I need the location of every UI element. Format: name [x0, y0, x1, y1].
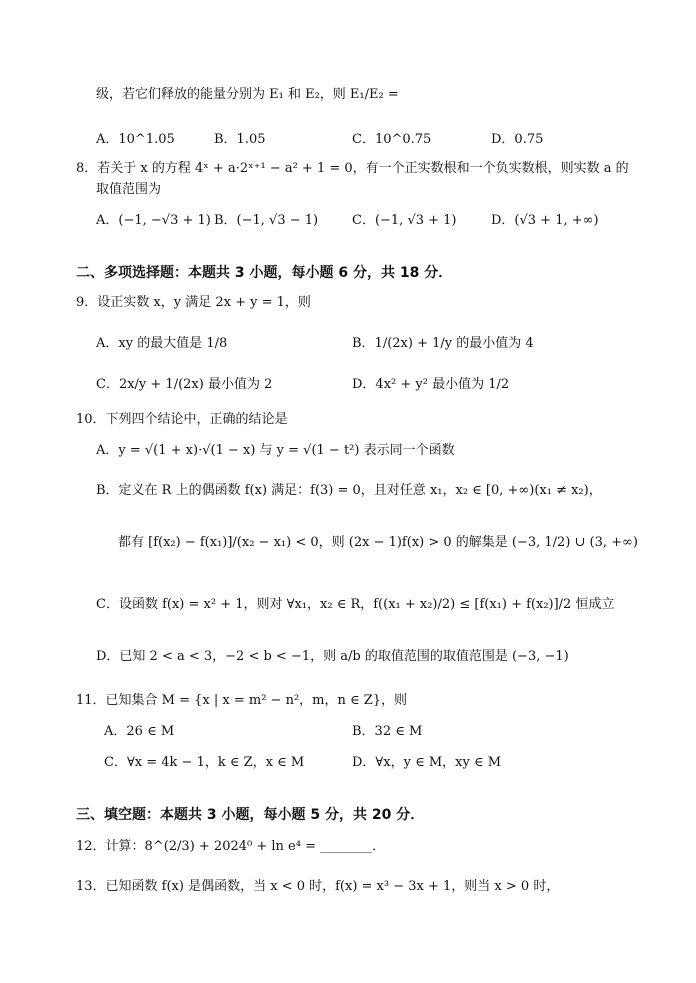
q8-option-d: D．(√3 + 1, +∞) — [491, 213, 599, 228]
q10-stem: 10．下列四个结论中，正确的结论是 — [76, 412, 288, 427]
q9-option-b: B．1/(2x) + 1/y 的最小值为 4 — [352, 336, 534, 351]
q11-option-b: B．32 ∈ M — [352, 724, 423, 739]
q13-stem: 13．已知函数 f(x) 是偶函数，当 x < 0 时，f(x) = x³ − 3x + 1，则当 x > 0 时， — [76, 879, 560, 894]
q7-option-a: A．10^1.05 — [96, 132, 175, 147]
q10-option-b-line1: B．定义在 R 上的偶函数 f(x) 满足：f(3) = 0，且对任意 x₁，x₂ ∈ [0, +∞)(x₁ ≠ x₂)， — [96, 483, 602, 498]
q10-option-a: A．y = √(1 + x)·√(1 − x) 与 y = √(1 − t²) 表示同一个函数 — [96, 443, 455, 458]
q11-option-a: A．26 ∈ M — [104, 724, 175, 739]
q8-option-b: B．(−1, √3 − 1) — [214, 213, 319, 228]
q8-stem-line1: 8．若关于 x 的方程 4ˣ + a·2ˣ⁺¹ − a² + 1 = 0，有一个正实数根和一个负实数根，则实数 a 的 — [76, 161, 629, 176]
q8-stem-line2: 取值范围为 — [96, 182, 162, 197]
q11-option-c: C．∀x = 4k − 1，k ∈ Z，x ∈ M — [104, 755, 305, 770]
q7-option-b: B．1.05 — [214, 132, 266, 147]
q9-stem: 9．设正实数 x，y 满足 2x + y = 1，则 — [76, 295, 311, 310]
q8-option-a: A．(−1, −√3 + 1) — [96, 213, 211, 228]
q9-option-a: A．xy 的最大值是 1/8 — [96, 336, 228, 351]
q10-option-c: C．设函数 f(x) = x² + 1，则对 ∀x₁，x₂ ∈ R，f((x₁ + x₂)/2) ≤ [f(x₁) + f(x₂)]/2 恒成立 — [96, 597, 615, 612]
q11-option-d: D．∀x，y ∈ M，xy ∈ M — [352, 755, 502, 770]
q7-option-c: C．10^0.75 — [352, 132, 432, 147]
q9-option-c: C．2x/y + 1/(2x) 最小值为 2 — [96, 377, 273, 392]
q9-option-d: D．4x² + y² 最小值为 1/2 — [352, 377, 510, 392]
q8-option-c: C．(−1, √3 + 1) — [352, 213, 457, 228]
q7-option-d: D．0.75 — [491, 132, 544, 147]
section-2-heading: 二、多项选择题：本题共 3 小题，每小题 6 分，共 18 分． — [76, 265, 453, 281]
section-3-heading: 三、填空题：本题共 3 小题，每小题 5 分，共 20 分． — [76, 807, 425, 823]
q10-option-d: D．已知 2 < a < 3，−2 < b < −1，则 a/b 的取值范围的取值范围是 (−3, −1) — [96, 649, 569, 664]
q11-stem: 11．已知集合 M = {x | x = m² − n²，m，n ∈ Z}，则 — [76, 693, 408, 708]
q7-continuation: 级，若它们释放的能量分别为 E₁ 和 E₂，则 E₁/E₂ = — [96, 87, 399, 102]
q12-stem: 12．计算：8^(2/3) + 2024⁰ + ln e⁴ = ________． — [76, 839, 386, 854]
q10-option-b-line2: 都有 [f(x₂) − f(x₁)]/(x₂ − x₁) < 0，则 (2x − 1)f(x) > 0 的解集是 (−3, 1/2) ∪ (3, +∞) — [118, 535, 638, 550]
